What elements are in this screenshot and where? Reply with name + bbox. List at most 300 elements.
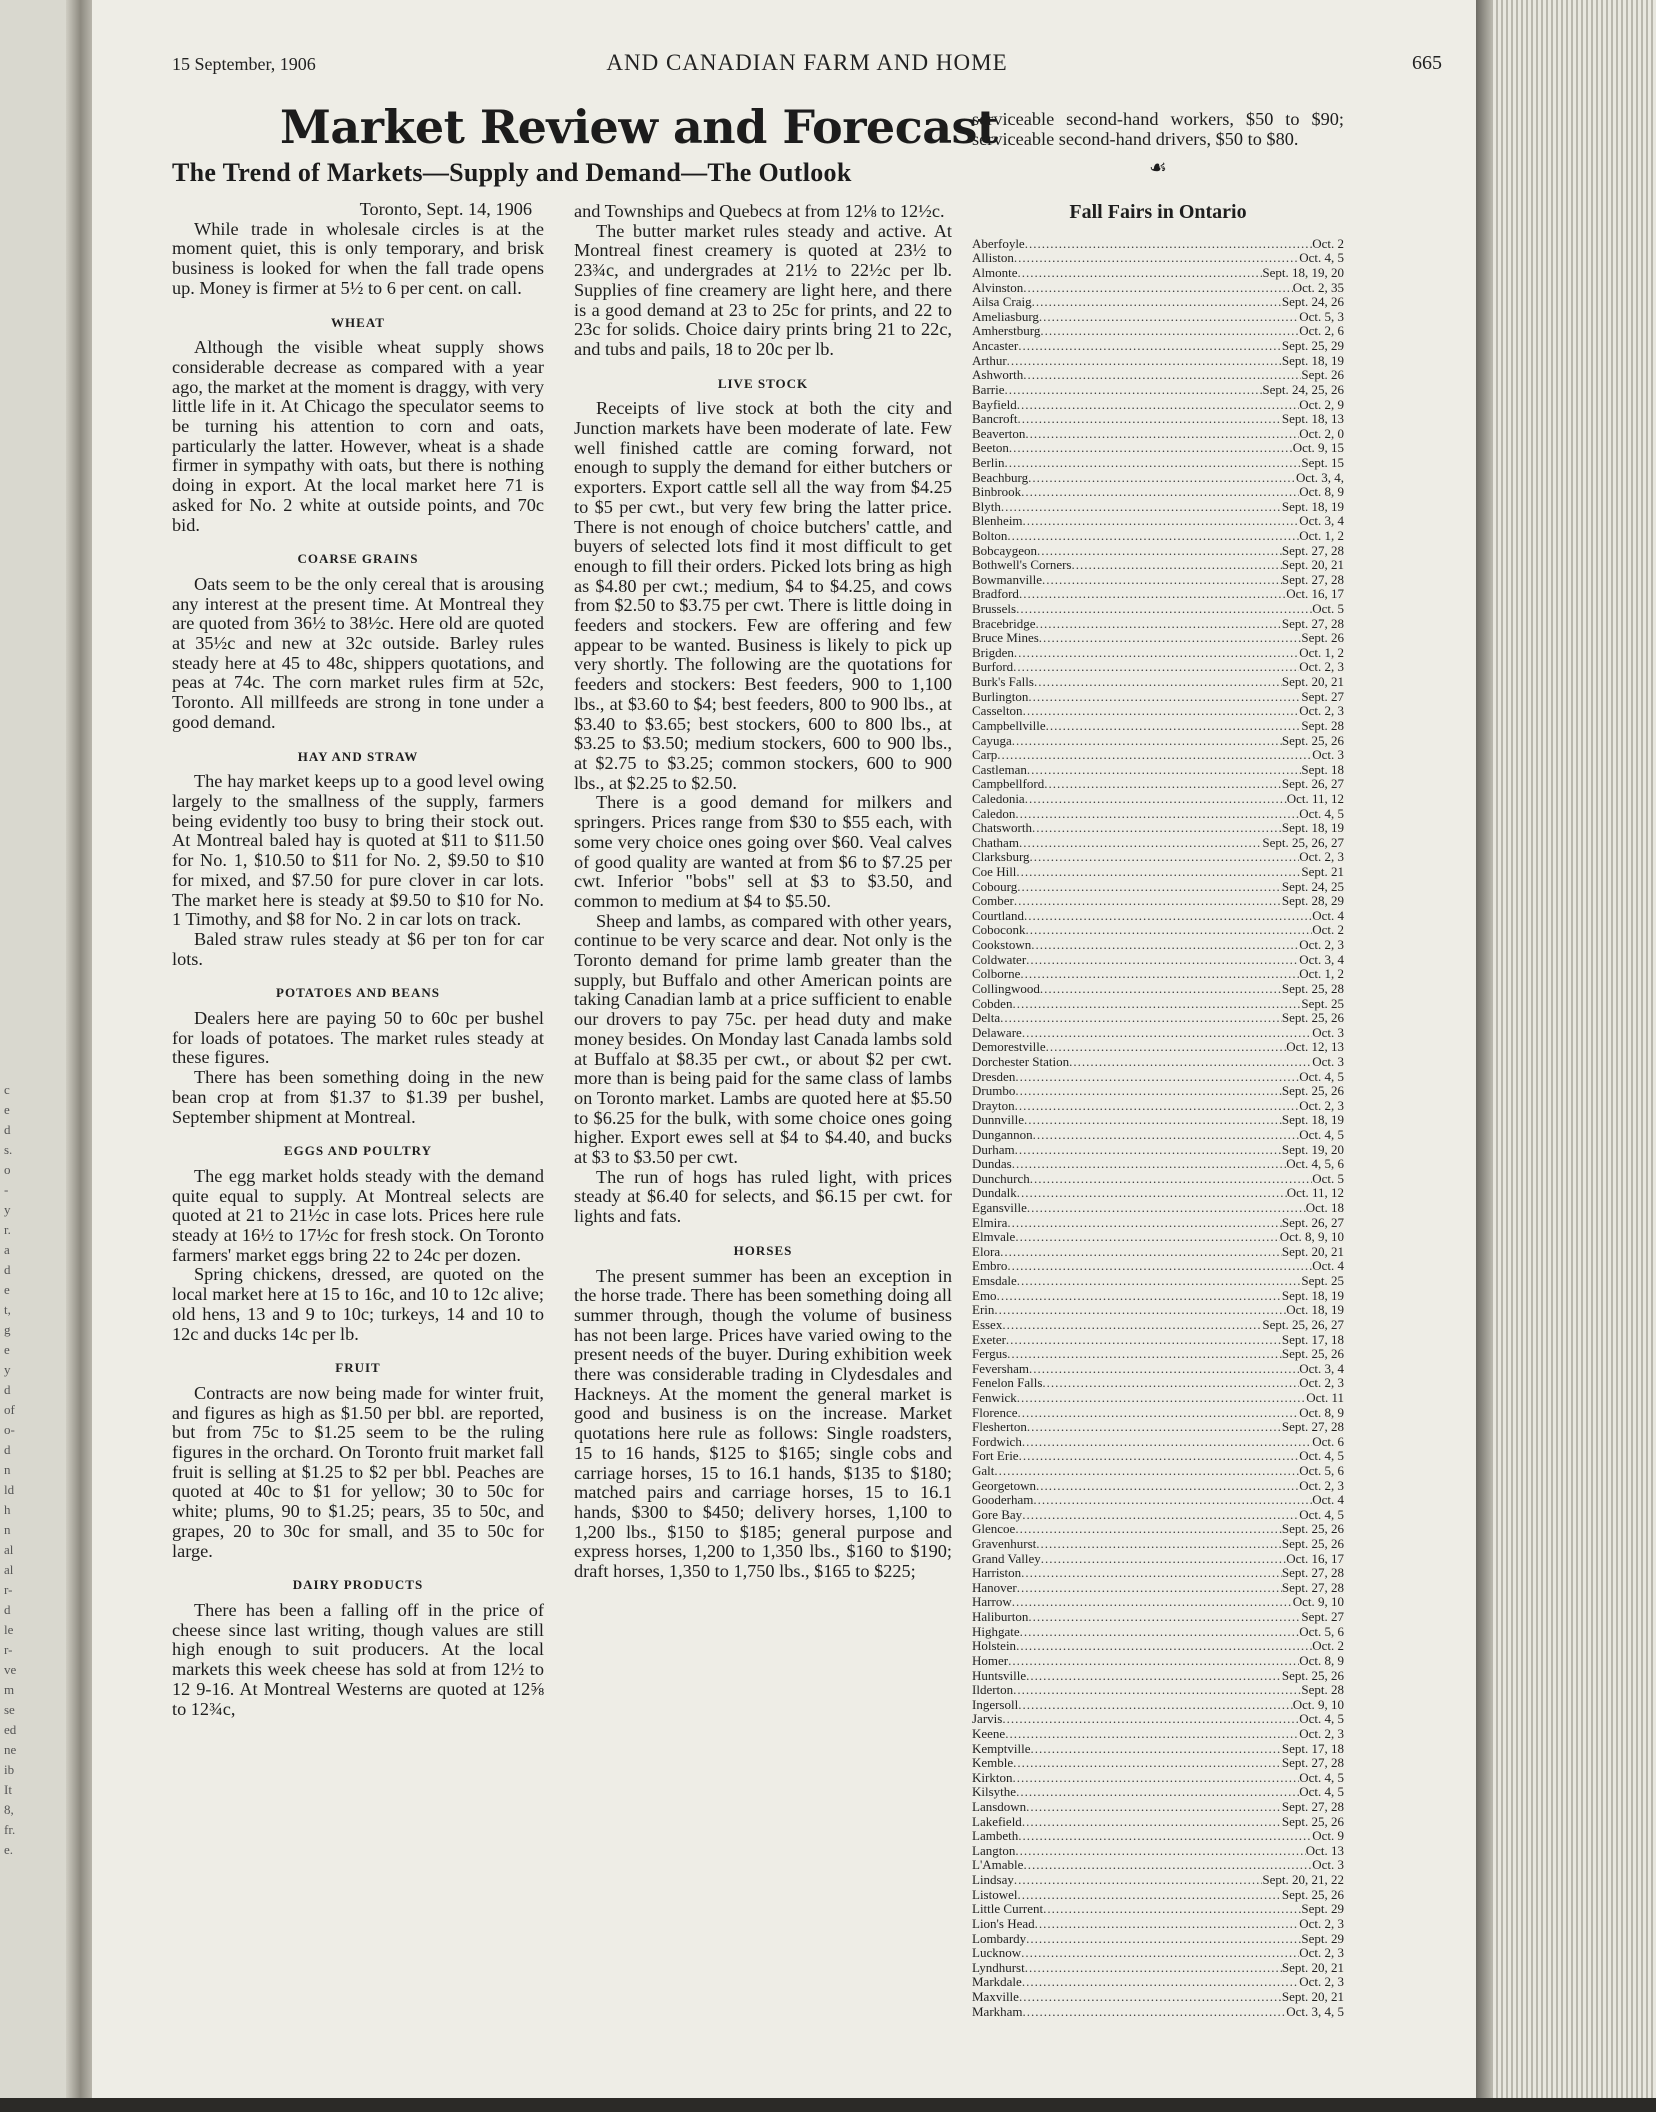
fair-row xyxy=(972,807,1344,822)
leader-dots xyxy=(1015,1143,1282,1158)
leader-dots xyxy=(1012,997,1301,1012)
fair-row xyxy=(972,1186,1344,1201)
article-title: Market Review and Forecast xyxy=(280,100,998,154)
fair-row xyxy=(972,982,1344,997)
fair-name: Erin xyxy=(972,1303,995,1318)
fair-date: Sept. 18 xyxy=(1301,762,1344,777)
fair-name: Bracebridge xyxy=(972,616,1036,631)
leader-dots xyxy=(1016,1785,1299,1800)
leader-dots xyxy=(1019,1449,1300,1464)
section-heading-live-stock: LIVE STOCK xyxy=(717,375,809,391)
paragraph: While trade in wholesale circles is at the moment quiet, this is only temporary, and brisk business is looked for when the fall trade opens up. Money is firmer at 5½ to 6 per cent. on call. xyxy=(172,218,544,298)
paragraph: The egg market holds steady with the demand quite equal to supply. At Montreal selects are quoted at 21 to 21½c in case lots. Prices here rule steady at 16½ to 17½c for fresh stock. On Toronto farmers' market eggs bring 22 to 24c per dozen. xyxy=(172,1165,544,1265)
article-subtitle: The Trend of Markets—Supply and Demand—The Outlook xyxy=(172,158,852,187)
leader-dots xyxy=(1033,1128,1300,1143)
fair-row xyxy=(972,1785,1344,1800)
leader-dots xyxy=(1014,251,1299,266)
fair-date: Oct. 6 xyxy=(1312,1434,1344,1449)
fair-date: Oct. 2, 3 xyxy=(1299,660,1344,675)
paragraph: Although the visible wheat supply shows considerable decrease as compared with a year ago, the market at the moment is draggy, with very little life in it. At Chicago the speculator seems to be turning his attention to corn and oats, particularly the latter. However, wheat is a shade firmer in sympathy with oats, but there is nothing doing in export. At the local market here 71 is asked for No. 2 white at outside points, and 70c bid. xyxy=(172,337,544,535)
leader-dots xyxy=(1046,719,1302,734)
fair-name: Dungannon xyxy=(972,1127,1033,1142)
fair-date: Sept. 25, 26 xyxy=(1281,1011,1344,1026)
fair-row xyxy=(972,1625,1344,1640)
fair-row xyxy=(972,1128,1344,1143)
fair-row xyxy=(972,1362,1344,1377)
fair-name: Beachburg xyxy=(972,470,1029,485)
fair-date: Oct. 9, 10 xyxy=(1292,1595,1344,1610)
leader-dots xyxy=(1025,923,1312,938)
fair-date: Sept. 24, 26 xyxy=(1281,295,1344,310)
fair-name: Exeter xyxy=(972,1332,1006,1347)
leader-dots xyxy=(1008,1654,1299,1669)
facing-page-fragment: g xyxy=(4,1322,11,1337)
facing-page-fragment: r. xyxy=(4,1222,11,1237)
fair-date: Sept. 28 xyxy=(1301,718,1344,733)
fair-row xyxy=(972,690,1344,705)
fair-row xyxy=(972,748,1344,763)
facing-page-fragment: le xyxy=(4,1622,14,1637)
fair-date: Oct. 2 xyxy=(1312,236,1344,251)
fair-date: Oct. 2, 3 xyxy=(1299,938,1344,953)
fair-row xyxy=(972,938,1344,953)
leader-dots xyxy=(1018,1829,1312,1844)
fair-date: Sept. 18, 13 xyxy=(1281,412,1344,427)
leader-dots xyxy=(1021,1946,1299,1961)
fall-fairs-list xyxy=(972,237,1344,2019)
leader-dots xyxy=(1046,1040,1287,1055)
fair-row xyxy=(972,1581,1344,1596)
leader-dots xyxy=(1009,441,1293,456)
fair-row xyxy=(972,1771,1344,1786)
leader-dots xyxy=(1032,821,1282,836)
fair-row xyxy=(972,1829,1344,1844)
fair-date: Sept. 25, 26 xyxy=(1281,1668,1344,1683)
fair-date: Oct. 3 xyxy=(1312,748,1344,763)
fair-date: Oct. 9 xyxy=(1312,1829,1344,1844)
fair-date: Sept. 24, 25, 26 xyxy=(1262,382,1344,397)
paragraph: serviceable second-hand workers, $50 to $90; serviceable second-hand drivers, $50 to $80. xyxy=(972,109,1344,149)
fair-row xyxy=(972,1055,1344,1070)
fair-row xyxy=(972,617,1344,632)
leader-dots xyxy=(1016,865,1301,880)
fair-date: Oct. 2, 6 xyxy=(1299,324,1344,339)
fair-name: Kilsythe xyxy=(972,1785,1017,1800)
leader-dots xyxy=(1014,1873,1262,1888)
fair-row xyxy=(972,1245,1344,1260)
paragraph: Spring chickens, dressed, are quoted on the local market here at 15 to 16c, and 10 to 12c alive; old hens, 13 and 9 to 10c; turkeys, 14 and 10 to 12c and ducks 14c per lb. xyxy=(172,1264,544,1344)
fair-row xyxy=(972,1508,1344,1523)
facing-page-fragment: al xyxy=(4,1542,14,1557)
leader-dots xyxy=(1044,777,1282,792)
fair-date: Oct. 1, 2 xyxy=(1299,645,1344,660)
fair-name: Grand Valley xyxy=(972,1551,1041,1566)
fair-date: Sept. 25 xyxy=(1301,996,1344,1011)
fair-date: Sept. 25, 26 xyxy=(1281,1084,1344,1099)
dateline: Toronto, Sept. 14, 1906 xyxy=(359,199,532,219)
leader-dots xyxy=(1005,456,1302,471)
leader-dots xyxy=(994,1303,1286,1318)
fair-date: Sept. 17, 18 xyxy=(1281,1332,1344,1347)
fair-name: Campbellford xyxy=(972,777,1045,792)
facing-page-fragment: e xyxy=(4,1342,10,1357)
leader-dots xyxy=(1022,1026,1312,1041)
fair-row xyxy=(972,1157,1344,1172)
fair-name: Almonte xyxy=(972,266,1018,281)
facing-page-fragment: al xyxy=(4,1562,14,1577)
leader-dots xyxy=(1007,354,1282,369)
bottom-shadow xyxy=(0,2098,1656,2112)
fair-name: Alliston xyxy=(972,251,1014,266)
fair-name: Langton xyxy=(972,1843,1016,1858)
leader-dots xyxy=(1041,1552,1287,1567)
facing-page-fragment: a xyxy=(4,1242,10,1257)
leader-dots xyxy=(1042,1376,1299,1391)
fair-name: Lambeth xyxy=(972,1829,1019,1844)
leader-dots xyxy=(1030,1172,1312,1187)
fair-date: Oct. 3 xyxy=(1312,1054,1344,1069)
fair-name: Carp xyxy=(972,748,998,763)
fair-date: Oct. 2, 3 xyxy=(1299,704,1344,719)
fair-date: Sept. 20, 21 xyxy=(1281,558,1344,573)
fair-date: Sept. 25, 26, 27 xyxy=(1262,1317,1344,1332)
fair-row xyxy=(972,1099,1344,1114)
leader-dots xyxy=(1023,2005,1287,2020)
fair-date: Sept. 26 xyxy=(1301,368,1344,383)
leader-dots xyxy=(1015,1844,1305,1859)
fair-name: Burlington xyxy=(972,689,1029,704)
fair-date: Oct. 4, 5, 6 xyxy=(1286,1157,1344,1172)
fair-row xyxy=(972,544,1344,559)
fair-name: Barrie xyxy=(972,382,1005,397)
fair-row xyxy=(972,266,1344,281)
fair-name: Embro xyxy=(972,1259,1008,1274)
leader-dots xyxy=(1017,1406,1299,1421)
fair-row xyxy=(972,1639,1344,1654)
facing-page-fragment: se xyxy=(4,1702,15,1717)
fair-name: Ailsa Craig xyxy=(972,295,1032,310)
fair-name: Lucknow xyxy=(972,1946,1022,1961)
fair-row xyxy=(972,1654,1344,1669)
fair-row xyxy=(972,631,1344,646)
fair-name: Glencoe xyxy=(972,1522,1016,1537)
leader-dots xyxy=(1017,1581,1282,1596)
fair-name: L'Amable xyxy=(972,1858,1024,1873)
fair-date: Sept. 25, 29 xyxy=(1281,339,1344,354)
fair-date: Sept. 27, 28 xyxy=(1281,572,1344,587)
fair-row xyxy=(972,1347,1344,1362)
leader-dots xyxy=(1039,631,1302,646)
fair-name: Coe Hill xyxy=(972,865,1017,880)
fair-row xyxy=(972,850,1344,865)
fair-name: Colborne xyxy=(972,967,1021,982)
fair-row xyxy=(972,923,1344,938)
fair-row xyxy=(972,1800,1344,1815)
fair-name: Demorestville xyxy=(972,1040,1046,1055)
fair-row xyxy=(972,1595,1344,1610)
leader-dots xyxy=(1024,909,1312,924)
fair-date: Oct. 11, 12 xyxy=(1286,1186,1344,1201)
fair-row xyxy=(972,777,1344,792)
leader-dots xyxy=(1016,602,1312,617)
fair-row xyxy=(972,1552,1344,1567)
fair-name: Markdale xyxy=(972,1975,1022,1990)
leader-dots xyxy=(1019,1990,1282,2005)
fair-row xyxy=(972,1537,1344,1552)
fair-row xyxy=(972,1113,1344,1128)
fair-date: Sept. 29 xyxy=(1301,1931,1344,1946)
leader-dots xyxy=(1012,734,1282,749)
fair-name: Harriston xyxy=(972,1566,1022,1581)
fair-name: Dorchester Station xyxy=(972,1054,1070,1069)
leader-dots xyxy=(1034,675,1282,690)
leader-dots xyxy=(997,748,1312,763)
fair-date: Sept. 26, 27 xyxy=(1281,777,1344,792)
leader-dots xyxy=(1028,471,1296,486)
fair-date: Oct. 8, 9 xyxy=(1299,1653,1344,1668)
fair-row xyxy=(972,281,1344,296)
paragraph: The present summer has been an exception in the horse trade. There has been something doing all summer through, though the volume of business has not been large. Prices have varied owing to the present needs of the buyer. During exhibition week there was considerable trading in Clydesdales and Hackneys. At the moment the general market is good and business is on the increase. Market quotations here rule as follows: Single roadsters, 15 to 16 hands, $125 to $165; single cobs and carriage horses, 15 to 16.1 hands, $135 to $180; matched pairs and carriage horses, 15 to 16.1 hands, $300 to $450; delivery horses, 1,100 to 1,200 lbs., $150 to $185; general purpose and express horses, 1,200 to 1,350 lbs., $160 to $190; draft horses, 1,350 to 1,750 lbs., $165 to $225; xyxy=(574,1265,952,1582)
facing-page-fragment: r- xyxy=(4,1642,13,1657)
leader-dots xyxy=(1001,500,1282,515)
fair-row xyxy=(972,1420,1344,1435)
leader-dots xyxy=(1013,1683,1301,1698)
fair-row xyxy=(972,427,1344,442)
fair-row xyxy=(972,1610,1344,1625)
leader-dots xyxy=(994,1464,1299,1479)
fair-date: Sept. 27, 28 xyxy=(1281,1566,1344,1581)
fair-date: Oct. 2, 3 xyxy=(1299,1975,1344,1990)
fair-name: Comber xyxy=(972,894,1014,909)
fair-date: Sept. 25 xyxy=(1301,1274,1344,1289)
facing-page-fragment: d xyxy=(4,1382,11,1397)
facing-page-fragment: h xyxy=(4,1502,11,1517)
leader-dots xyxy=(1013,660,1299,675)
fair-name: Homer xyxy=(972,1653,1009,1668)
leader-dots xyxy=(1019,587,1286,602)
leader-dots xyxy=(1023,514,1300,529)
fair-date: Oct. 4, 5 xyxy=(1299,1507,1344,1522)
leader-dots xyxy=(1026,1932,1301,1947)
fair-name: Fenwick xyxy=(972,1390,1017,1405)
fair-name: Dundalk xyxy=(972,1186,1017,1201)
running-header xyxy=(172,50,1442,84)
fair-name: Bothwell's Corners xyxy=(972,558,1072,573)
fair-name: Cobden xyxy=(972,996,1013,1011)
fair-row xyxy=(972,704,1344,719)
fair-date: Sept. 20, 21, 22 xyxy=(1262,1873,1344,1888)
fair-name: Flesherton xyxy=(972,1420,1027,1435)
facing-page-fragment: o- xyxy=(4,1422,15,1437)
leader-dots xyxy=(1040,324,1299,339)
fair-date: Sept. 18, 19 xyxy=(1281,1288,1344,1303)
fair-row xyxy=(972,1201,1344,1216)
fair-date: Sept. 25, 26 xyxy=(1281,1537,1344,1552)
leader-dots xyxy=(1037,544,1282,559)
fair-name: Bancroft xyxy=(972,412,1018,427)
fair-date: Sept. 24, 25 xyxy=(1281,879,1344,894)
fair-date: Oct. 9, 10 xyxy=(1292,1697,1344,1712)
fair-name: Cookstown xyxy=(972,938,1032,953)
fair-row xyxy=(972,1303,1344,1318)
fair-date: Oct. 2, 3 xyxy=(1299,850,1344,865)
fair-row xyxy=(972,792,1344,807)
fair-date: Oct. 18 xyxy=(1305,1201,1344,1216)
fair-name: Bradford xyxy=(972,587,1019,602)
fair-name: Chatsworth xyxy=(972,821,1032,836)
fair-name: Ashworth xyxy=(972,368,1024,383)
fair-row xyxy=(972,1289,1344,1304)
leader-dots xyxy=(1023,281,1292,296)
section-heading-horses: HORSES xyxy=(733,1242,793,1258)
fair-date: Oct. 4, 5 xyxy=(1299,806,1344,821)
fair-date: Sept. 18, 19 xyxy=(1281,821,1344,836)
fair-name: Gravenhurst xyxy=(972,1537,1037,1552)
fair-name: Drumbo xyxy=(972,1084,1016,1099)
section-heading-fruit: FRUIT xyxy=(335,1360,381,1376)
header-publication: AND CANADIAN FARM AND HOME xyxy=(606,50,1008,75)
leader-dots xyxy=(1031,938,1299,953)
leader-dots xyxy=(1027,1201,1306,1216)
fair-row xyxy=(972,1961,1344,1976)
fair-row xyxy=(972,295,1344,310)
fair-name: Casselton xyxy=(972,704,1023,719)
fair-row xyxy=(972,734,1344,749)
fair-name: Elmira xyxy=(972,1215,1008,1230)
fair-name: Caledon xyxy=(972,806,1016,821)
fair-date: Oct. 12, 13 xyxy=(1286,1040,1344,1055)
fair-date: Oct. 4, 5 xyxy=(1299,251,1344,266)
fair-name: Bowmanville xyxy=(972,572,1043,587)
leader-dots xyxy=(1029,1362,1299,1377)
fair-date: Oct. 13 xyxy=(1305,1843,1344,1858)
fair-date: Oct. 1, 2 xyxy=(1299,529,1344,543)
fair-name: Emsdale xyxy=(972,1274,1017,1289)
fair-row xyxy=(972,1742,1344,1757)
fair-date: Sept. 27 xyxy=(1301,689,1344,704)
fair-date: Sept. 25, 26 xyxy=(1281,733,1344,748)
facing-page-fragment: 8, xyxy=(4,1802,14,1817)
facing-page-fragment: ne xyxy=(4,1742,17,1757)
fair-date: Oct. 11 xyxy=(1306,1390,1344,1405)
fair-row xyxy=(972,967,1344,982)
leader-dots xyxy=(1017,412,1281,427)
fair-row xyxy=(972,1143,1344,1158)
leader-dots xyxy=(1013,1756,1282,1771)
paragraph: Contracts are now being made for winter fruit, and figures as high as $1.50 per bbl. are reported, but from 75c to $1.25 seem to be the ruling figures in the orchard. On Toronto fruit market fall fruit is selling at $1.25 to $2 per bbl. Peaches are quoted at 40c to $1 for yellow; 30 to 50c for white; plums, 90 to $1.25; pears, 35 to 50c, and grapes, 20 to 30c for small, and 35 to 50c for large. xyxy=(172,1382,544,1561)
fair-name: Dundas xyxy=(972,1157,1012,1172)
fair-row xyxy=(972,1727,1344,1742)
fair-row xyxy=(972,500,1344,515)
leader-dots xyxy=(1007,1259,1312,1274)
leader-dots xyxy=(1002,1712,1299,1727)
leader-dots xyxy=(1023,368,1301,383)
fair-name: Listowel xyxy=(972,1887,1018,1902)
leader-dots xyxy=(1026,1800,1282,1815)
fair-name: Burford xyxy=(972,660,1014,675)
fair-date: Oct. 2, 9 xyxy=(1299,397,1344,412)
leader-dots xyxy=(1017,398,1299,413)
fair-date: Oct. 11, 12 xyxy=(1286,791,1344,806)
leader-dots xyxy=(997,1289,1282,1304)
leader-dots xyxy=(1000,1011,1282,1026)
leader-dots xyxy=(1005,1727,1299,1742)
fair-name: Dunchurch xyxy=(972,1171,1030,1186)
facing-page-fragment: d xyxy=(4,1122,11,1137)
fair-date: Sept. 20, 21 xyxy=(1281,1244,1344,1259)
fall-fairs-heading: Fall Fairs in Ontario xyxy=(1069,201,1247,224)
paragraph: There has been something doing in the new bean crop at from $1.37 to $1.39 per bushel, September shipment at Montreal. xyxy=(172,1067,544,1127)
fair-row xyxy=(972,1932,1344,1947)
fair-name: Caledonia xyxy=(972,791,1025,806)
fair-name: Little Current xyxy=(972,1902,1044,1917)
fair-row xyxy=(972,821,1344,836)
facing-page-fragment: It xyxy=(4,1782,12,1797)
leader-dots xyxy=(1014,646,1299,661)
section-heading-potatoes-beans: POTATOES AND BEANS xyxy=(276,985,440,1001)
fair-name: Cayuga xyxy=(972,733,1012,748)
fair-row xyxy=(972,997,1344,1012)
fair-name: Ancaster xyxy=(972,339,1019,354)
leader-dots xyxy=(1015,807,1299,822)
facing-page-fragment: fr. xyxy=(4,1822,16,1837)
leader-dots xyxy=(1035,1917,1300,1932)
column-1 xyxy=(172,200,544,1719)
fair-name: Dresden xyxy=(972,1069,1016,1084)
fair-row xyxy=(972,894,1344,909)
fair-date: Oct. 4, 5 xyxy=(1299,1785,1344,1800)
leader-dots xyxy=(1028,690,1301,705)
fair-date: Sept. 28 xyxy=(1301,1683,1344,1698)
fair-date: Oct. 4, 5 xyxy=(1299,1712,1344,1727)
fair-row xyxy=(972,953,1344,968)
fair-name: Brigden xyxy=(972,645,1014,660)
fair-name: Dunnville xyxy=(972,1113,1024,1128)
leader-dots xyxy=(1071,558,1281,573)
fair-date: Oct. 2, 3 xyxy=(1299,1916,1344,1931)
fair-row xyxy=(972,529,1344,544)
fair-row xyxy=(972,1274,1344,1289)
fair-date: Oct. 3, 4 xyxy=(1299,952,1344,967)
leader-dots xyxy=(1036,617,1282,632)
leader-dots xyxy=(1018,1698,1293,1713)
fair-row xyxy=(972,1712,1344,1727)
fair-row xyxy=(972,324,1344,339)
fair-row xyxy=(972,836,1344,851)
facing-page-text-fragments xyxy=(4,1080,24,1860)
fair-row xyxy=(972,383,1344,398)
leader-dots xyxy=(1021,1566,1282,1581)
facing-page-fragment: e xyxy=(4,1102,10,1117)
fair-row xyxy=(972,1230,1344,1245)
fair-name: Drayton xyxy=(972,1098,1015,1113)
fair-date: Sept. 25, 26 xyxy=(1281,1347,1344,1362)
fair-name: Gore Bay xyxy=(972,1507,1023,1522)
fair-date: Sept. 25, 26 xyxy=(1281,1522,1344,1537)
fair-date: Sept. 20, 21 xyxy=(1281,1989,1344,2004)
fair-name: Feversham xyxy=(972,1361,1030,1376)
fair-name: Blenheim xyxy=(972,514,1023,529)
fair-row xyxy=(972,456,1344,471)
fair-date: Sept. 20, 21 xyxy=(1281,675,1344,690)
fair-date: Sept. 29 xyxy=(1301,1902,1344,1917)
fair-date: Oct. 2, 3 xyxy=(1299,1098,1344,1113)
fair-name: Bobcaygeon xyxy=(972,543,1037,558)
fair-name: Holstein xyxy=(972,1639,1017,1654)
fair-name: Clarksburg xyxy=(972,850,1030,865)
page-number: 665 xyxy=(1412,52,1442,74)
fair-row xyxy=(972,1888,1344,1903)
